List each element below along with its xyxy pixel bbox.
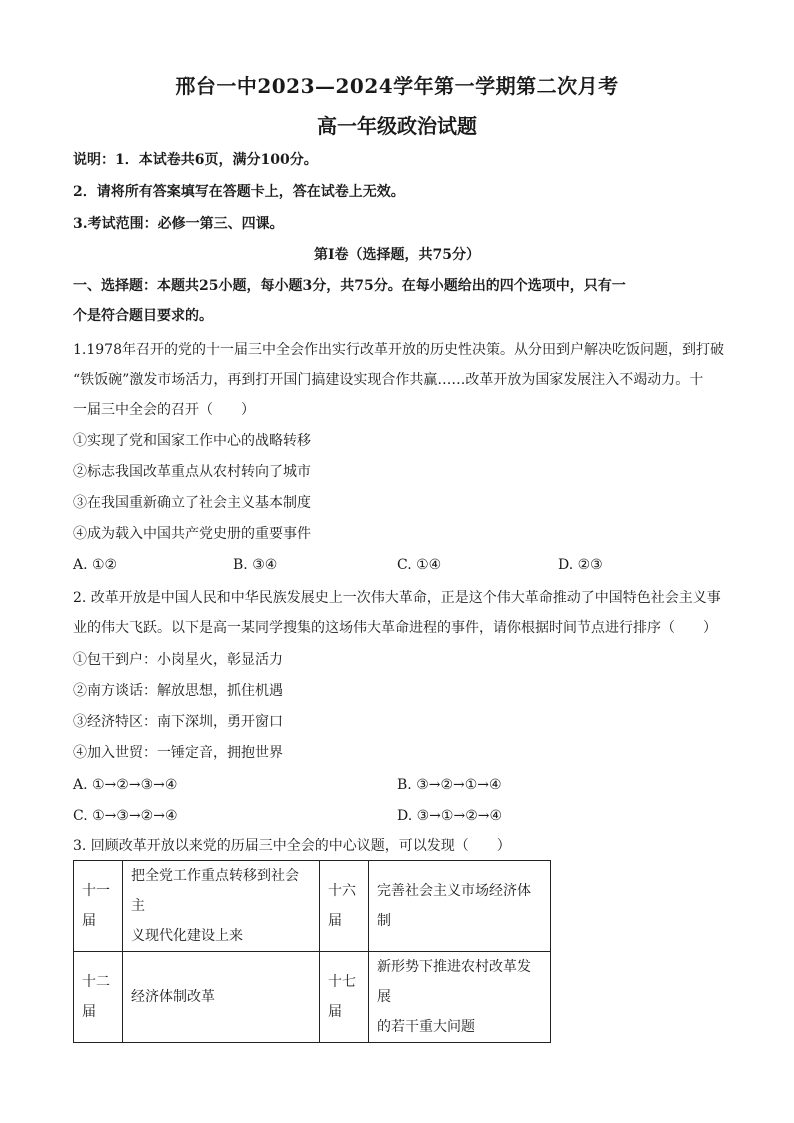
session-label: 十六 [328,883,356,899]
topic-cell [123,952,320,1043]
q3-session-table [73,860,551,1043]
q1-stem-line3: 一届三中全会的召开（ ） [73,402,255,418]
q2-option-a[interactable]: A. ①→②→③→④ [73,777,178,793]
q2-stem-line1: 2. 改革开放是中国人民和中华民族发展史上一次伟大革命，正是这个伟大革命推动了中国特色社会主义事 [73,590,721,606]
q2-option-b[interactable]: B. ③→②→①→④ [397,777,502,793]
session-label: 届 [328,913,342,929]
session-label: 十一 [82,883,110,899]
q1-option-c[interactable]: C. ①④ [397,557,442,573]
q2-item-2: ②南方谈话：解放思想，抓住机遇 [73,683,283,699]
session-label: 届 [82,1004,96,1020]
q1-option-b[interactable]: B. ③④ [233,557,278,573]
table-row [74,952,551,1043]
q2-option-d[interactable]: D. ③→①→②→④ [397,808,503,824]
session-label: 十七 [328,974,356,990]
q2-option-c[interactable]: C. ①→③→②→④ [73,808,178,824]
q1-stem-line1: 1.1978年召开的党的十一届三中全会作出实行改革开放的历史性决策。从分田到户解决吃饭问题，到打破 [73,342,724,358]
q1-item-1: ①实现了党和国家工作中心的战略转移 [73,433,311,449]
q1-item-4: ④成为载入中国共产党史册的重要事件 [73,526,311,542]
session-label: 十二 [82,974,110,990]
session-cell [74,861,123,952]
topic-text: 的若干重大问题 [377,1019,475,1035]
topic-text: 经济体制改革 [131,989,215,1005]
q2-stem-line2: 业的伟大飞跃。以下是高一某同学搜集的这场伟大革命进程的事件，请你根据时间节点进行排序（ ） [73,620,717,636]
topic-text: 把全党工作重点转移到社会主 [131,868,299,914]
session-cell [320,952,369,1043]
q2-item-1: ①包干到户：小岗星火，彰显活力 [73,652,283,668]
volume-title: 第Ⅰ卷（选择题，共75分） [313,247,481,263]
q1-item-3: ③在我国重新确立了社会主义基本制度 [73,495,311,511]
section-instruction-line2: 个是符合题目要求的。 [73,308,213,324]
topic-cell [123,861,320,952]
q3-stem: 3. 回顾改革开放以来党的历届三中全会的中心议题，可以发现（ ） [73,838,511,854]
note-3: 3.考试范围：必修一第三、四课。 [73,216,284,232]
q1-option-a[interactable]: A. ①② [73,557,118,573]
q2-item-3: ③经济特区：南下深圳，勇开窗口 [73,714,283,730]
session-cell [74,952,123,1043]
q2-item-4: ④加入世贸：一锤定音，拥抱世界 [73,745,283,761]
section-instruction-line1: 一、选择题：本题共25小题，每小题3分，共75分。在每小题给出的四个选项中，只有一 [73,278,626,294]
note-1: 说明：1．本试卷共6页，满分100分。 [73,152,318,168]
topic-cell [369,861,551,952]
topic-text: 完善社会主义市场经济体制 [377,883,531,929]
q1-option-d[interactable]: D. ②③ [558,557,603,573]
topic-cell [369,952,551,1043]
exam-subtitle: 高一年级政治试题 [317,114,477,138]
session-label: 届 [328,1004,342,1020]
q1-item-2: ②标志我国改革重点从农村转向了城市 [73,464,311,480]
topic-text: 新形势下推进农村改革发展 [377,959,531,1005]
q1-stem-line2: “铁饭碗”激发市场活力，再到打开国门搞建设实现合作共赢……改革开放为国家发展注入不竭动力。十 [73,372,704,388]
topic-text: 义现代化建设上来 [131,928,243,944]
note-2: 2．请将所有答案填写在答题卡上，答在试卷上无效。 [73,184,405,200]
exam-title: 邢台一中2023—2024学年第一学期第二次月考 [175,74,619,98]
session-cell [320,861,369,952]
table-row [74,861,551,952]
session-label: 届 [82,913,96,929]
